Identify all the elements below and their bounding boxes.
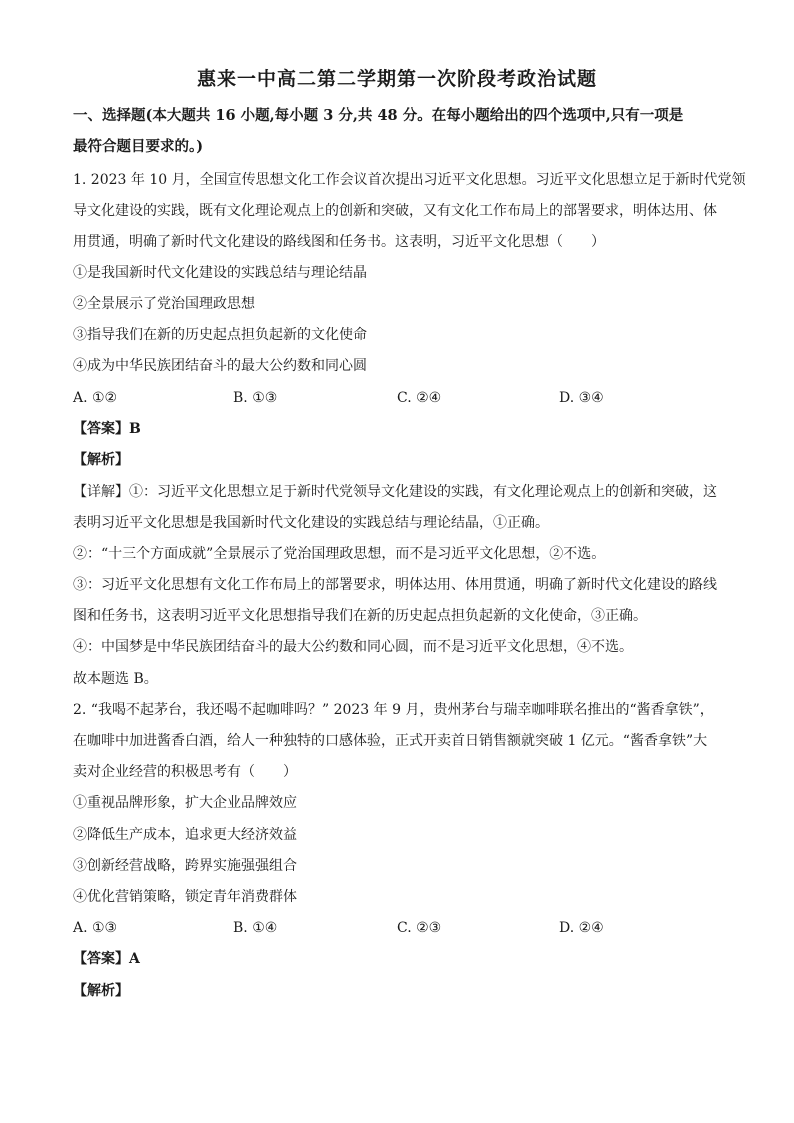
q2-stem-line-2: 在咖啡中加进酱香白酒，给人一种独特的口感体验，正式开卖首日销售额就突破 1 亿元。“酱香拿铁”大 [73, 733, 708, 749]
q1-item-3: ③指导我们在新的历史起点担负起新的文化使命 [73, 327, 367, 343]
q1-stem-line-2: 导文化建设的实践，既有文化理论观点上的创新和突破，又有文化工作布局上的部署要求，明体达用、体 [73, 203, 717, 219]
q1-answer: 【答案】B [73, 421, 141, 437]
q2-item-1: ①重视品牌形象，扩大企业品牌效应 [73, 795, 297, 811]
q2-option-b: B. ①④ [233, 920, 278, 936]
q1-option-b: B. ①③ [233, 390, 278, 406]
q1-detail-line-4: ③：习近平文化思想有文化工作布局上的部署要求，明体达用、体用贯通，明确了新时代文化建设的路线 [73, 577, 717, 593]
q1-item-1: ①是我国新时代文化建设的实践总结与理论结晶 [73, 265, 367, 281]
q2-stem-line-3: 卖对企业经营的积极思考有（ ） [73, 764, 297, 780]
q2-option-a: A. ①③ [73, 920, 118, 936]
q2-option-d: D. ②④ [559, 920, 604, 936]
q2-options [73, 918, 723, 938]
q1-options [73, 388, 723, 408]
q2-answer: 【答案】A [73, 951, 140, 967]
q1-option-a: A. ①② [73, 390, 118, 406]
q2-item-4: ④优化营销策略，锁定青年消费群体 [73, 889, 297, 905]
section-heading-line-2: 最符合题目要求的。) [73, 138, 204, 155]
q2-item-3: ③创新经营战略，跨界实施强强组合 [73, 858, 297, 874]
q1-stem-line-3: 用贯通，明确了新时代文化建设的路线图和任务书。这表明，习近平文化思想（ ） [73, 234, 605, 250]
q1-detail-line-5: 图和任务书，这表明习近平文化思想指导我们在新的历史起点担负起新的文化使命，③正确。 [73, 608, 647, 624]
q1-detail-line-7: 故本题选 B。 [73, 671, 158, 687]
q1-analysis-label: 【解析】 [73, 452, 129, 468]
q1-item-2: ②全景展示了党治国理政思想 [73, 296, 255, 312]
q2-item-2: ②降低生产成本，追求更大经济效益 [73, 827, 297, 843]
q1-detail-line-1: 【详解】①：习近平文化思想立足于新时代党领导文化建设的实践，有文化理论观点上的创新和突破，这 [73, 484, 717, 500]
q1-stem-line-1: 1. 2023 年 10 月，全国宣传思想文化工作会议首次提出习近平文化思想。习近平文化思想立足于新时代党领 [73, 172, 746, 188]
section-heading-line-1: 一、选择题(本大题共 16 小题,每小题 3 分,共 48 分。在每小题给出的四个选项中,只有一项是 [73, 107, 684, 124]
q1-option-d: D. ③④ [559, 390, 604, 406]
q2-analysis-label: 【解析】 [73, 983, 129, 999]
q1-option-c: C. ②④ [397, 390, 442, 406]
q1-detail-line-2: 表明习近平文化思想是我国新时代文化建设的实践总结与理论结晶，①正确。 [73, 515, 549, 531]
q1-detail-line-6: ④：中国梦是中华民族团结奋斗的最大公约数和同心圆，而不是习近平文化思想，④不选。 [73, 639, 633, 655]
q2-option-c: C. ②③ [397, 920, 442, 936]
page-title: 惠来一中高二第二学期第一次阶段考政治试题 [196, 68, 597, 90]
q2-stem-line-1: 2. “我喝不起茅台，我还喝不起咖啡吗？” 2023 年 9 月，贵州茅台与瑞幸咖啡联名推出的“酱香拿铁”， [73, 702, 714, 718]
q1-item-4: ④成为中华民族团结奋斗的最大公约数和同心圆 [73, 358, 367, 374]
q1-detail-line-3: ②：“十三个方面成就”全景展示了党治国理政思想，而不是习近平文化思想，②不选。 [73, 546, 606, 562]
